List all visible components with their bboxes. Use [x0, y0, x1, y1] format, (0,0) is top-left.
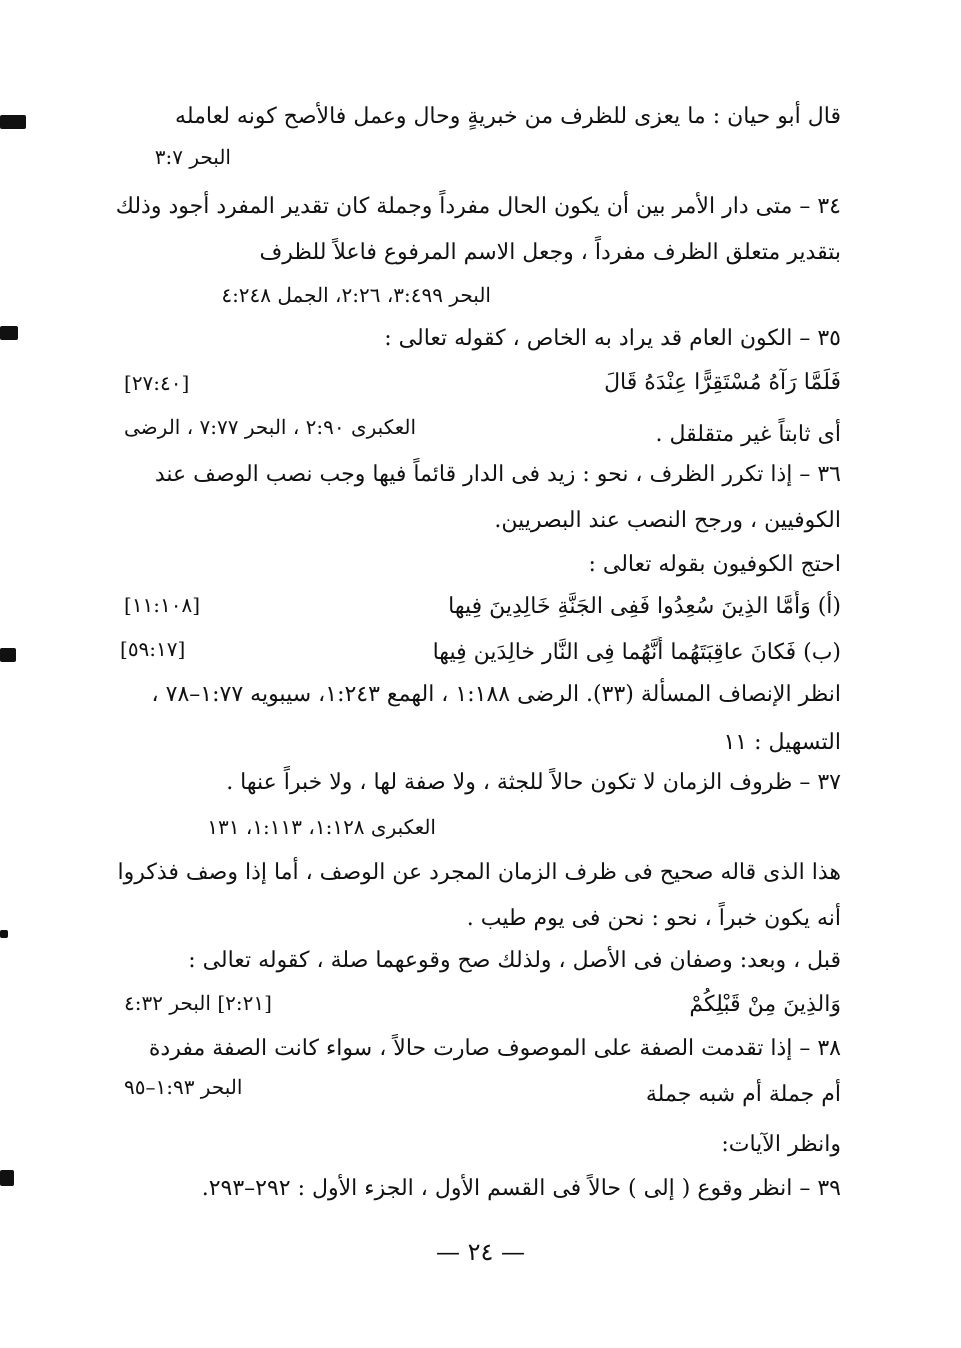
text-line: ٣٩ – انظر وقوع ( إلى ) حالاً فى القسم الأول ، الجزء الأول : ٢٩٢–٢٩٣. — [201, 1176, 841, 1201]
verse-ref: [٢:٢١] البحر ٤:٣٢ — [124, 991, 272, 1015]
source-ref: البحر ٣:٧ — [154, 145, 231, 169]
binding-mark — [0, 648, 16, 662]
text-line: وانظر الآيات: — [721, 1132, 841, 1157]
binding-mark — [0, 326, 18, 340]
binding-mark — [0, 930, 8, 938]
text-line: احتج الكوفيون بقوله تعالى : — [588, 552, 841, 577]
quran-verse: وَالذِينَ مِنْ قَبْلِكُمْ — [689, 992, 841, 1017]
text-line: ٣٨ – إذا تقدمت الصفة على الموصوف صارت حالاً ، سواء كانت الصفة مفردة — [148, 1036, 841, 1061]
source-ref: البحر ٣:٤٩٩، ٢:٢٦، الجمل ٤:٢٤٨ — [221, 283, 491, 307]
text-line: قال أبو حيان : ما يعزى للظرف من خبريةٍ وحال وعمل فالأصح كونه لعامله — [175, 104, 841, 129]
text-line: ٣٦ – إذا تكرر الظرف ، نحو : زيد فى الدار قائماً فيها وجب نصب الوصف عند — [154, 462, 841, 487]
quran-verse: (أ) وَأَمَّا الذِينَ سُعِدُوا فَفِى الجَنَّةِ خَالِدِينَ فِيها — [448, 594, 841, 619]
text-line: أنه يكون خبراً ، نحو : نحن فى يوم طيب . — [466, 906, 841, 931]
text-line: بتقدير متعلق الظرف مفرداً ، وجعل الاسم المرفوع فاعلاً للظرف — [259, 240, 841, 265]
source-ref: العكبرى ١:١٢٨، ١:١١٣، ١٣١ — [207, 815, 436, 839]
verse-ref: [١١:١٠٨] — [124, 593, 201, 617]
verse-ref: [٥٩:١٧] — [120, 637, 186, 661]
quran-verse: فَلَمَّا رَآهُ مُسْتَقِرًّا عِنْدَهُ قَالَ — [604, 370, 841, 395]
text-line: هذا الذى قاله صحيح فى ظرف الزمان المجرد عن الوصف ، أما إذا وصف فذكروا — [117, 860, 841, 885]
text-line: انظر الإنصاف المسألة (٣٣). الرضى ١:١٨٨ ، الهمع ١:٢٤٣، سيبويه ١:٧٧–٧٨ ، — [151, 682, 841, 707]
verse-ref: [٢٧:٤٠] — [124, 371, 190, 395]
text-line: الكوفيين ، ورجح النصب عند البصريين. — [494, 508, 841, 533]
binding-mark — [0, 115, 26, 129]
text-line: أم جملة أم شبه جملة — [645, 1082, 841, 1107]
text-line: التسهيل : ١١ — [723, 730, 841, 755]
page-number: — ٢٤ — — [435, 1238, 526, 1266]
text-line: ٣٧ – ظروف الزمان لا تكون حالاً للجثة ، ولا صفة لها ، ولا خبراً عنها . — [226, 770, 841, 795]
binding-mark — [0, 1170, 14, 1186]
text-line: ٣٥ – الكون العام قد يراد به الخاص ، كقوله تعالى : — [384, 326, 841, 351]
quran-verse: (ب) فَكانَ عاقِبَتَهُما أَنَّهُما فِى النَّار خالِدَين فِيها — [432, 640, 841, 665]
source-ref: العكبرى ٢:٩٠ ، البحر ٧:٧٧ ، الرضى — [124, 415, 417, 439]
text-line: ٣٤ – متى دار الأمر بين أن يكون الحال مفرداً وجملة كان تقدير المفرد أجود وذلك — [115, 194, 841, 219]
text-line: أى ثابتاً غير متقلقل . — [655, 422, 841, 447]
source-ref: البحر ١:٩٣–٩٥ — [124, 1075, 243, 1099]
text-line: قبل ، وبعد: وصفان فى الأصل ، ولذلك صح وقوعهما صلة ، كقوله تعالى : — [188, 948, 841, 973]
